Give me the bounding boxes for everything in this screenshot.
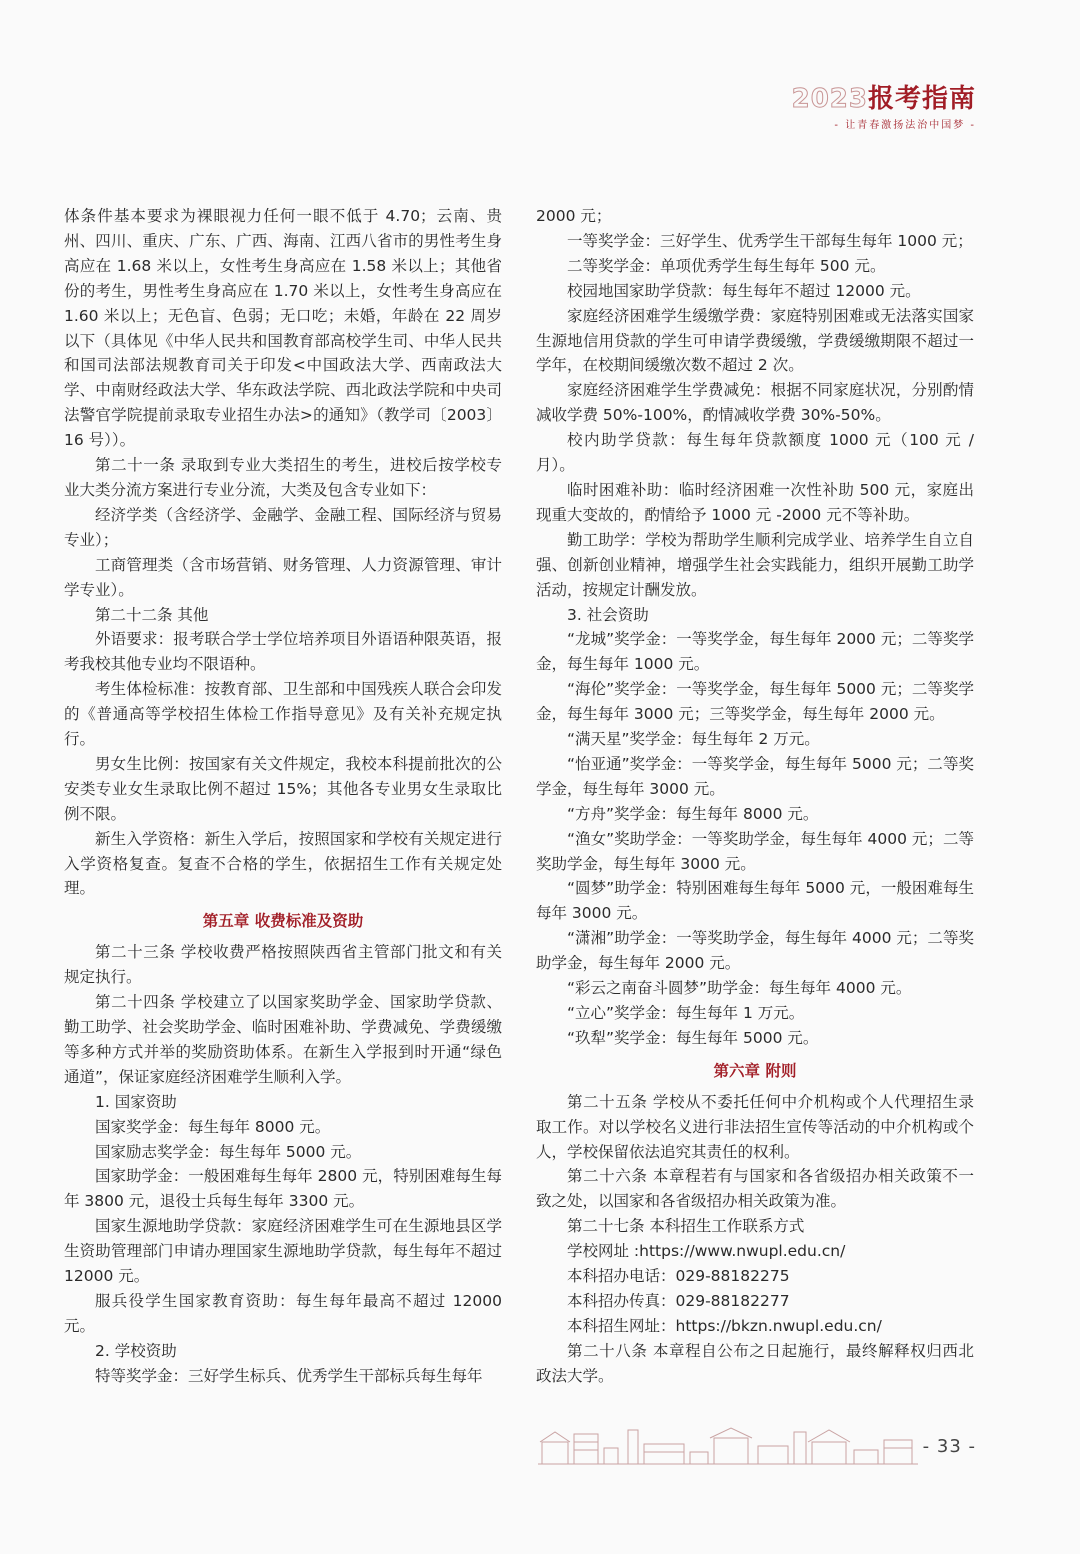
guide-header: [792, 84, 976, 131]
paragraph: “玖犁”奖学金：每生每年 5000 元。: [567, 1028, 819, 1047]
paragraph: 服兵役学生国家教育资助：每生每年最高不超过 12000 元。: [64, 1291, 502, 1335]
paragraph: 工商管理类（含市场营销、财务管理、人力资源管理、审计学专业）。: [64, 555, 502, 599]
paragraph: 第二十八条 本章程自公布之日起施行，最终解释权归西北政法大学。: [536, 1341, 974, 1385]
paragraph: 二等奖学金：单项优秀学生每生每年 500 元。: [567, 256, 886, 275]
paragraph: 1. 国家资助: [95, 1092, 177, 1111]
paragraph: 新生入学资格：新生入学后，按照国家和学校有关规定进行入学资格复查。复查不合格的学生，依据招生工作有关规定处理。: [64, 829, 502, 898]
paragraph: 国家奖学金：每生每年 8000 元。: [95, 1117, 331, 1136]
paragraph: “立心”奖学金：每生每年 1 万元。: [567, 1004, 805, 1022]
campus-skyline-icon: [538, 1424, 918, 1466]
chapter-heading: 第六章 附则: [713, 1061, 797, 1080]
paragraph: 男女生比例：按国家有关文件规定，我校本科提前批次的公安类专业女生录取比例不超过 15%；其他各专业男女生录取比例不限。: [64, 754, 502, 823]
paragraph: 体条件基本要求为裸眼视力任何一眼不低于 4.70；云南、贵州、四川、重庆、广东、广西、海南、江西八省市的男性考生身高应在 1.68 米以上，女性考生身高应在 1.58 米以上；其他省份的考生，男性考生身高应在 1.70 米以上，女性考生身高应在 1.60 米以上；无色盲、色弱；无口吃；未婚，年龄在 22 周岁以下（具体见《中华人民共和国教育部高校学生司、中华人民共和国司法部法规教育司关于印发<中国政法大学、西南政法大学、中南财经政法大学、华东政法学院、西北政法学院和中央司法警官学院提前录取专业招生办法>的通知》（教学司〔2003〕16 号））。: [64, 207, 502, 450]
paragraph: 勤工助学：学校为帮助学生顺利完成学业、培养学生自立自强、创新创业精神，增强学生社会实践能力，组织开展勤工助学活动，按规定计酬发放。: [536, 530, 974, 599]
paragraph: 第二十七条 本科招生工作联系方式: [567, 1217, 805, 1236]
paragraph: 家庭经济困难学生缓缴学费：家庭特别困难或无法落实国家生源地信用贷款的学生可申请学费缓缴，学费缓缴期限不超过一学年，在校期间缓缴次数不超过 2 次。: [536, 306, 974, 375]
paragraph: 考生体检标准：按教育部、卫生部和中国残疾人联合会印发的《普通高等学校招生体检工作指导意见》及有关补充规定执行。: [64, 680, 502, 749]
chapter-heading: 第五章 收费标准及资助: [202, 912, 364, 931]
paragraph: 国家生源地助学贷款：家庭经济困难学生可在生源地县区学生资助管理部门申请办理国家生源地助学贷款，每生每年不超过 12000 元。: [64, 1217, 502, 1286]
paragraph: 2000 元；: [536, 207, 612, 225]
header-title: 报考指南: [867, 84, 976, 114]
paragraph: 一等奖学金：三好学生、优秀学生干部每生每年 1000 元；: [567, 231, 973, 250]
paragraph: 第二十一条 录取到专业大类招生的考生，进校后按学校专业大类分流方案进行专业分流，大类及包含专业如下：: [64, 456, 502, 499]
paragraph: 经济学类（含经济学、金融学、金融工程、国际经济与贸易专业）；: [64, 505, 502, 549]
paragraph: 外语要求：报考联合学士学位培养项目外语语种限英语，报考我校其他专业均不限语种。: [64, 630, 502, 674]
paragraph: 临时困难补助：临时经济困难一次性补助 500 元，家庭出现重大变故的，酌情给予 1000 元 -2000 元不等补助。: [536, 480, 974, 524]
paragraph: 第二十三条 学校收费严格按照陕西省主管部门批文和有关规定执行。: [64, 943, 502, 987]
paragraph: “方舟”奖学金：每生每年 8000 元。: [567, 804, 819, 823]
paragraph: 第二十四条 学校建立了以国家奖助学金、国家助学贷款、勤工助学、社会奖助学金、临时困难补助、学费减免、学费缓缴等多种方式并举的奖励资助体系。在新生入学报到时开通“绿色通道”，保证家庭经济困难学生顺利入学。: [64, 993, 502, 1086]
paragraph: 本科招办电话：029-88182275: [567, 1267, 790, 1286]
paragraph: “圆梦”助学金：特别困难每生每年 5000 元，一般困难每生每年 3000 元。: [536, 879, 974, 923]
paragraph: 国家励志奖学金：每生每年 5000 元。: [95, 1142, 362, 1161]
paragraph: “潇湘”助学金：一等奖助学金，每生每年 4000 元；二等奖助学金，每生每年 2000 元。: [536, 929, 974, 973]
guide-title-line: [792, 84, 976, 114]
paragraph: “海伦”奖学金：一等奖学金，每生每年 5000 元；二等奖学金，每生每年 3000 元；三等奖学金，每生每年 2000 元。: [536, 680, 974, 724]
left-column: [64, 204, 502, 1389]
paragraph: “彩云之南奋斗圆梦”助学金：每生每年 4000 元。: [567, 979, 912, 998]
paragraph: 第二十六条 本章程若有与国家和各省级招办相关政策不一致之处，以国家和各省级招办相关政策为准。: [536, 1167, 974, 1211]
page-number: - 33 -: [922, 1436, 976, 1457]
paragraph: 2. 学校资助: [95, 1341, 177, 1360]
paragraph: “满天星”奖学金：每生每年 2 万元。: [567, 730, 820, 749]
paragraph: 第二十五条 学校从不委托任何中介机构或个人代理招生录取工作。对以学校名义进行非法招生宣传等活动的中介机构或个人，学校保留依法追究其责任的权利。: [536, 1092, 974, 1161]
paragraph: 家庭经济困难学生学费减免：根据不同家庭状况，分别酌情减收学费 50%-100%，酌情减收学费 30%-50%。: [536, 381, 974, 425]
paragraph: 本科招办传真：029-88182277: [567, 1291, 790, 1310]
paragraph: 3. 社会资助: [567, 605, 649, 624]
paragraph: 校内助学贷款：每生每年贷款额度 1000 元（100 元 / 月）。: [536, 431, 974, 475]
paragraph: 国家助学金：一般困难每生每年 2800 元，特别困难每生每年 3800 元，退役士兵每生每年 3300 元。: [64, 1167, 502, 1211]
right-column: [536, 204, 974, 1389]
paragraph: 本科招生网址：https://bkzn.nwupl.edu.cn/: [567, 1316, 882, 1335]
paragraph: 特等奖学金：三好学生标兵、优秀学生干部标兵每生每年: [95, 1366, 483, 1385]
header-slogan: - 让青春激扬法治中国梦 -: [834, 120, 976, 131]
paragraph: 学校网址 :https://www.nwupl.edu.cn/: [567, 1242, 846, 1261]
paragraph: “渔女”奖助学金：一等奖助学金，每生每年 4000 元；二等奖助学金，每生每年 3000 元。: [536, 829, 974, 873]
header-year: 2023: [791, 84, 868, 114]
paragraph: “龙城”奖学金：一等奖学金，每生每年 2000 元；二等奖学金，每生每年 1000 元。: [536, 630, 974, 674]
paragraph: 第二十二条 其他: [95, 605, 209, 624]
paragraph: “怡亚通”奖学金：一等奖学金，每生每年 5000 元；二等奖学金，每生每年 3000 元。: [536, 754, 974, 798]
paragraph: 校园地国家助学贷款：每生每年不超过 12000 元。: [567, 281, 921, 300]
